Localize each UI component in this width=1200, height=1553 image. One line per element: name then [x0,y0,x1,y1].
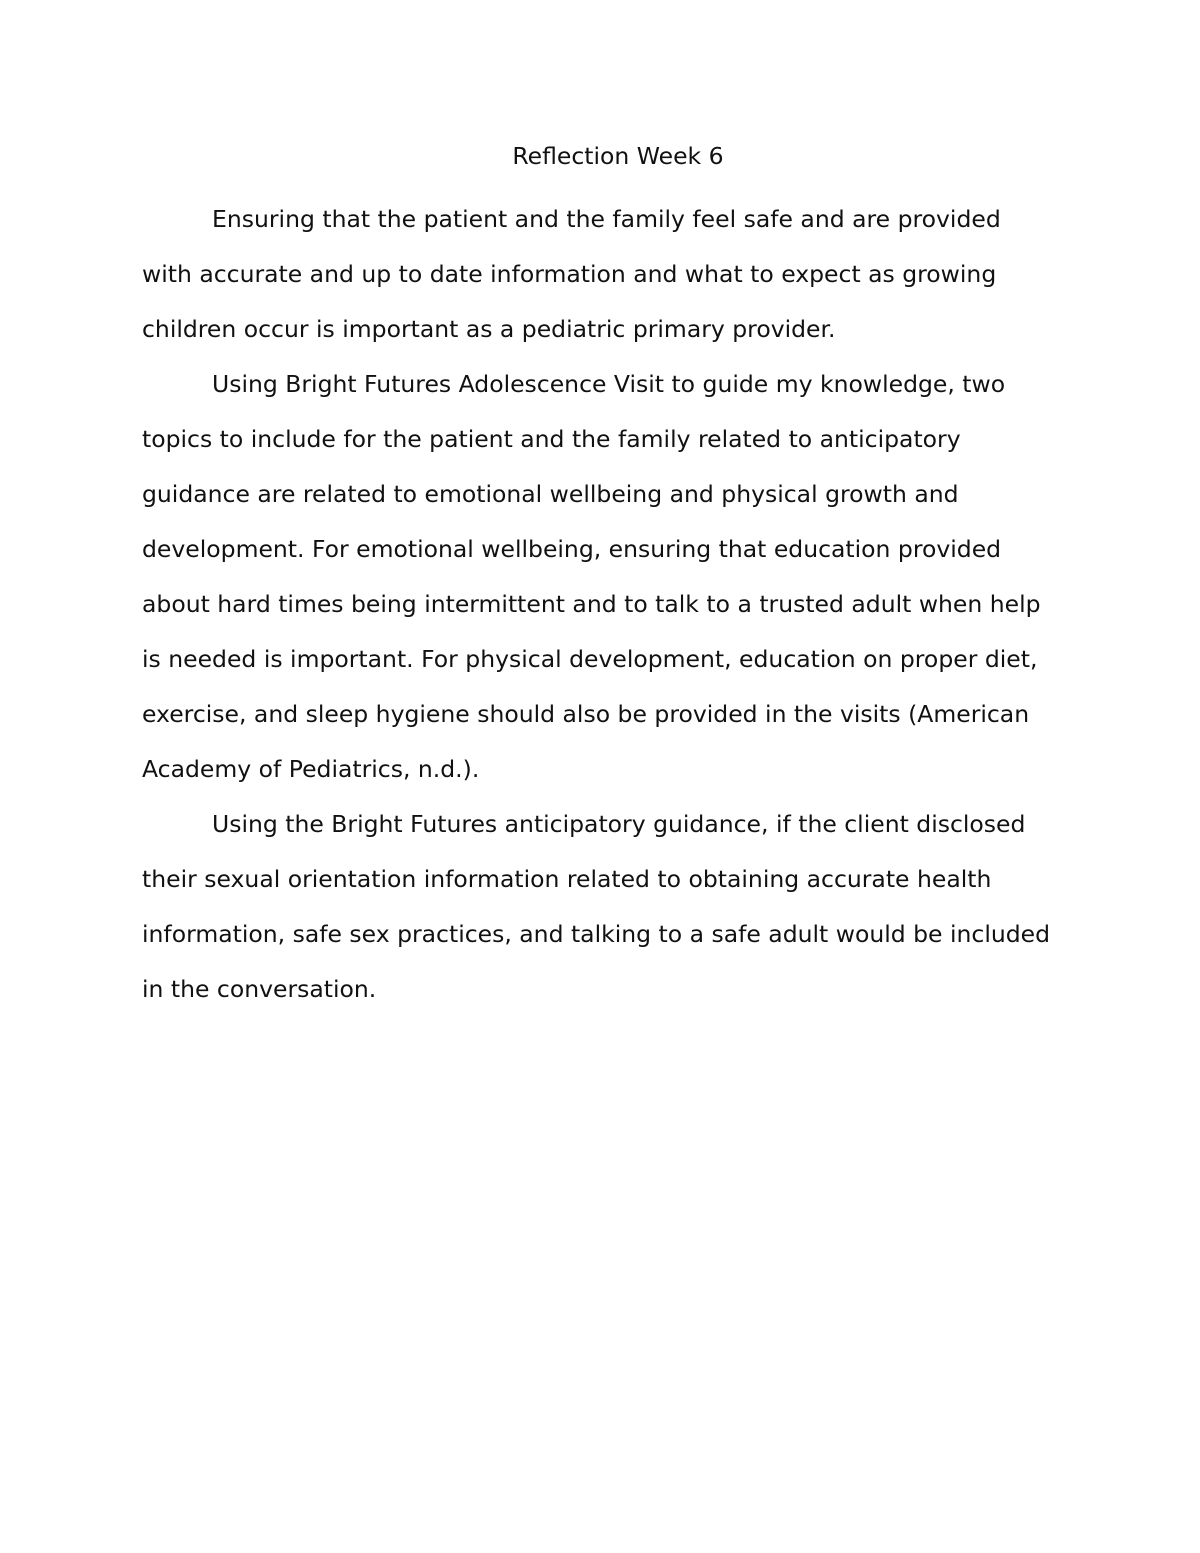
paragraph-line: about hard times being intermittent and to talk to a trusted adult when help [142,590,1041,618]
paragraph-2 [142,357,1058,797]
paragraph-line: with accurate and up to date information and what to expect as growing [142,260,997,288]
paragraph-line: Using Bright Futures Adolescence Visit to guide my knowledge, two [212,370,1006,398]
paragraph-1 [142,192,1058,357]
paragraph-line: their sexual orientation information related to obtaining accurate health [142,865,992,893]
paragraph-line: development. For emotional wellbeing, ensuring that education provided [142,535,1002,563]
paragraph-line: is needed is important. For physical development, education on proper diet, [142,645,1038,673]
document-title: Reflection Week 6 [512,142,724,170]
paragraph-line: guidance are related to emotional wellbeing and physical growth and [142,480,959,508]
document-body [142,138,1058,1017]
paragraph-line: Using the Bright Futures anticipatory guidance, if the client disclosed [212,810,1026,838]
paragraph-3 [142,797,1058,1017]
paragraph-line: children occur is important as a pediatric primary provider. [142,315,836,343]
paragraph-line: Academy of Pediatrics, n.d.). [142,755,480,783]
paragraph-line: exercise, and sleep hygiene should also be provided in the visits (American [142,700,1030,728]
paragraph-line: topics to include for the patient and the family related to anticipatory [142,425,961,453]
paragraph-line: in the conversation. [142,975,377,1003]
paragraph-line: information, safe sex practices, and talking to a safe adult would be included [142,920,1051,948]
paragraph-line: Ensuring that the patient and the family feel safe and are provided [212,205,1001,233]
